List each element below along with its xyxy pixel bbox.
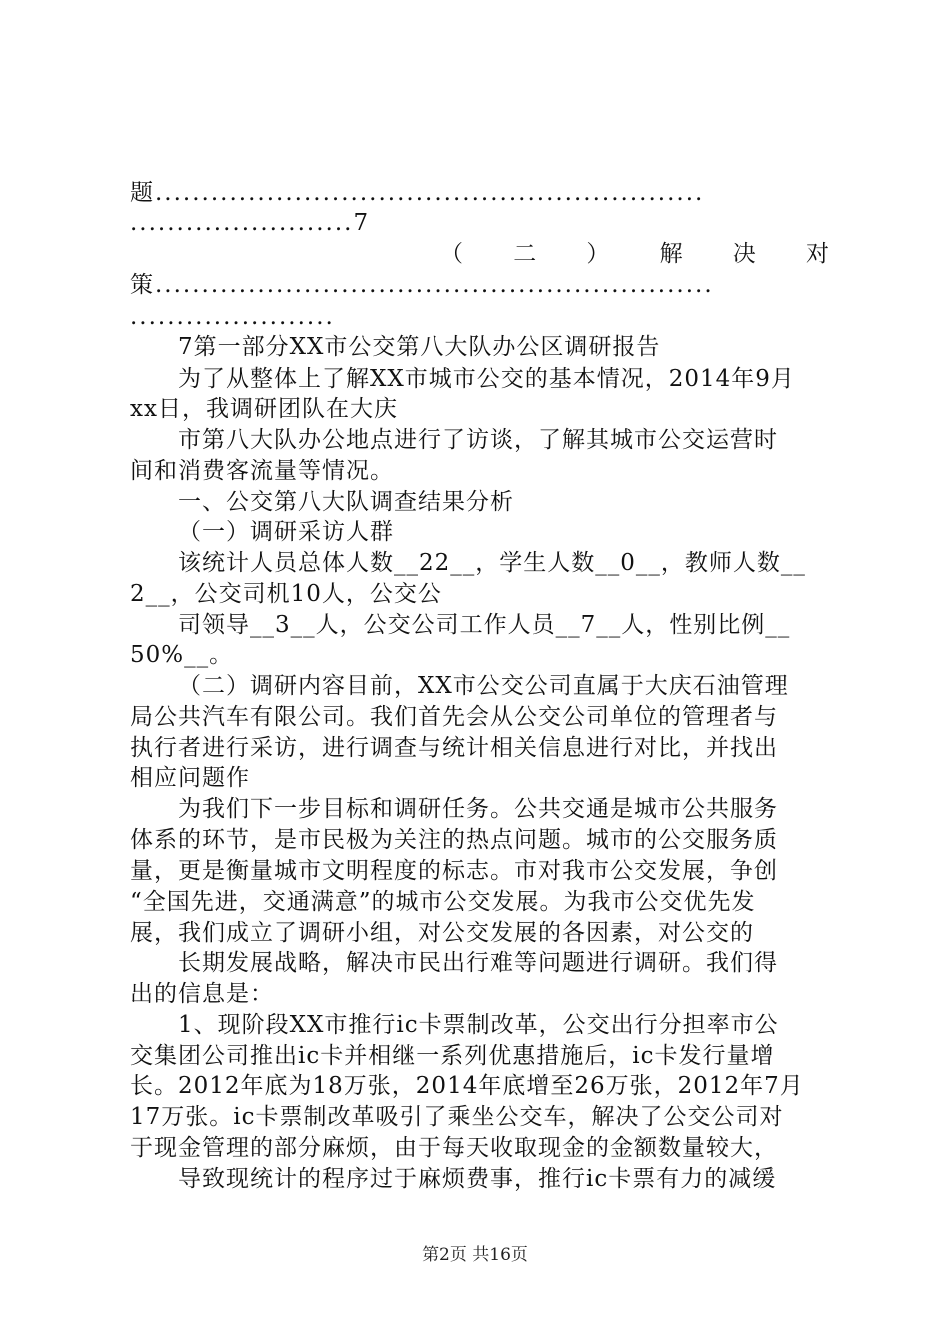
paragraph-line: 局公共汽车有限公司。我们首先会从公交公司单位的管理者与 — [130, 704, 778, 730]
toc-entry-line: 策............................................................ — [130, 272, 714, 298]
paragraph-line: （二）调研内容目前，XX市公交公司直属于大庆石油管理 — [178, 673, 789, 699]
toc-char: ） — [586, 241, 611, 267]
page-number-footer: 第2页 共16页 — [422, 1245, 528, 1265]
paragraph-line: 17万张。ic卡票制改革吸引了乘坐公交车，解决了公交公司对 — [130, 1104, 784, 1130]
paragraph-line: 相应问题作 — [130, 765, 250, 791]
paragraph-line: 为了从整体上了解XX市城市公交的基本情况，2014年9月 — [178, 366, 795, 392]
toc-entry-line: 题........................................................... — [130, 180, 705, 206]
paragraph-line: 展，我们成立了调研小组，对公交发展的各因素，对公交的 — [130, 920, 754, 946]
paragraph-line: 为我们下一步目标和调研任务。公共交通是城市公共服务 — [178, 796, 778, 822]
toc-char: 对 — [805, 241, 830, 267]
paragraph-line: 长期发展战略，解决市民出行难等问题进行调研。我们得 — [178, 950, 778, 976]
paragraph-line: 执行者进行采访，进行调查与统计相关信息进行对比，并找出 — [130, 735, 778, 761]
toc-entry-line: ...................... — [130, 304, 335, 330]
paragraph-line: 市第八大队办公地点进行了访谈，了解其城市公交运营时 — [178, 427, 778, 453]
paragraph-line: 长。2012年底为18万张，2014年底增至26万张，2012年7月 — [130, 1073, 804, 1099]
toc-char: 决 — [732, 241, 757, 267]
toc-heading-two — [440, 239, 830, 269]
paragraph-line: 出的信息是： — [130, 981, 274, 1007]
toc-char: 解 — [659, 241, 684, 267]
toc-char: 二 — [513, 241, 538, 267]
heading-one: 一、公交第八大队调查结果分析 — [178, 489, 514, 515]
paragraph-line: 于现金管理的部分麻烦，由于每天收取现金的金额数量较大， — [130, 1135, 778, 1161]
paragraph-line: 该统计人员总体人数__22__，学生人数__0__，教师人数__ — [178, 550, 806, 576]
subheading: （一）调研采访人群 — [178, 519, 394, 545]
paragraph-line: 1、现阶段XX市推行ic卡票制改革，公交出行分担率市公 — [178, 1012, 779, 1038]
section-title: 7第一部分XX市公交第八大队办公区调研报告 — [178, 334, 661, 360]
paragraph-line: 导致现统计的程序过于麻烦费事，推行ic卡票有力的减缓 — [178, 1166, 777, 1192]
paragraph-line: 司领导__3__人，公交公司工作人员__7__人，性别比例__ — [178, 612, 791, 638]
toc-entry-line: ........................7 — [130, 210, 371, 236]
paragraph-line: 2__，公交司机10人，公交公 — [130, 581, 442, 607]
paragraph-line: xx日，我调研团队在大庆 — [130, 396, 398, 422]
paragraph-line: 交集团公司推出ic卡并相继一系列优惠措施后，ic卡发行量增 — [130, 1043, 775, 1069]
paragraph-line: “全国先进，交通满意”的城市公交发展。为我市公交优先发 — [130, 889, 756, 915]
paragraph-line: 50%__。 — [130, 642, 234, 668]
paragraph-line: 间和消费客流量等情况。 — [130, 458, 394, 484]
toc-char: （ — [440, 241, 464, 267]
paragraph-line: 体系的环节，是市民极为关注的热点问题。城市的公交服务质 — [130, 827, 778, 853]
paragraph-line: 量，更是衡量城市文明程度的标志。市对我市公交发展，争创 — [130, 858, 778, 884]
